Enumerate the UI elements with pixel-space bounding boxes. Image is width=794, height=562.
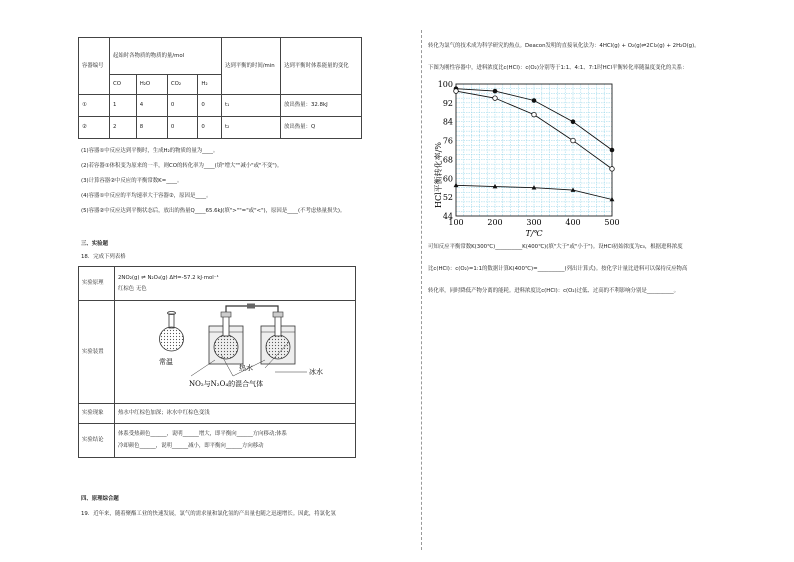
row-id: ②	[79, 117, 110, 139]
right-after-1: 可知反应平衡常数K(300℃)__________K(400℃)(填"大于"或"小于")。设HCl初始浓度为c₀，根据进料浓度	[428, 244, 683, 250]
right-after-3: 转化率，同时降低产物分离的能耗。进料浓度比c(HCl)：c(O₂)过低、过高的不利影响分别是__________。	[428, 288, 680, 294]
conclusion-cell	[115, 424, 356, 458]
y-tick-label: 68	[442, 155, 453, 165]
table-row	[79, 117, 362, 139]
table-row	[79, 95, 362, 117]
table-cell: t₂	[222, 117, 281, 139]
flask-room-temp	[160, 311, 184, 351]
y-tick-label: 92	[442, 98, 453, 108]
species-cell: H₂O	[136, 75, 167, 95]
species-cell: CO₂	[167, 75, 198, 95]
experiment-table	[78, 266, 356, 458]
right-line-1: 转化为氯气的技术成为科学研究的热点。Deacon发明的直接氧化法为：4HCl(g) + O₂(g)⇌2Cl₂(g) + 2H₂O(g)。	[428, 43, 700, 49]
section-title-principle: 四、原理综合题	[81, 496, 119, 502]
label-mixed-gas: NO₂与N₂O₄的混合气体	[189, 379, 264, 388]
data-point-open	[571, 138, 576, 143]
row-label: 实验原理	[79, 267, 115, 301]
y-tick-label: 52	[442, 193, 453, 203]
table-cell: 1	[110, 95, 137, 117]
reaction-table	[78, 37, 362, 139]
phenomenon-cell: 热水中红棕色加深；冰水中红棕色变浅	[115, 404, 356, 424]
right-line-2: 下图为刚性容器中，进料浓度比c(HCl)：c(O₂)分别等于1:1、4:1、7:1时HCl平衡转化率随温度变化的关系：	[428, 65, 688, 71]
table-cell: 0	[167, 95, 198, 117]
question-5: (5)容器②中反应达到平衡状态后，放出的热量Q____65.6kJ(填">""="或"<")，原因是____(不考虑热量损失)。	[81, 208, 346, 214]
y-tick-label: 76	[442, 136, 453, 146]
data-point-filled	[493, 89, 498, 94]
x-tick-label: 200	[487, 218, 503, 227]
data-point-triangle	[454, 183, 459, 187]
y-tick-label: 60	[442, 174, 453, 184]
right-after-2: 比c(HCl)：c(O₂)=1:1的数据计算K(400℃)=__________(列出计算式)。按化学计量比进料可以保持反应物高	[428, 266, 688, 272]
species-cell: H₂	[198, 75, 222, 95]
row-label: 实验现象	[79, 404, 115, 424]
x-tick-label: 300	[526, 218, 542, 227]
x-tick-label: 400	[565, 218, 581, 227]
table-cell: 8	[136, 117, 167, 139]
species-cell: CO	[110, 75, 137, 95]
table-cell: t₁	[222, 95, 281, 117]
x-axis-label: T/℃	[525, 229, 543, 238]
data-point-open	[610, 167, 615, 172]
x-tick-label: 500	[604, 218, 620, 227]
label-hot-water: 热水	[239, 363, 253, 372]
y-tick-label: 44	[442, 212, 453, 221]
table-cell: 2	[110, 117, 137, 139]
header-container: 容器编号	[79, 38, 110, 95]
header-energy: 达到平衡时体系能量的变化	[281, 38, 362, 95]
header-time: 达到平衡的时间/min	[222, 38, 281, 95]
conclusion-line-2: 冷却颜色______，说明______减小，即平衡向______方向移动	[118, 443, 264, 449]
data-point-filled	[532, 98, 537, 103]
table-cell: 4	[136, 95, 167, 117]
table-cell: 0	[167, 117, 198, 139]
table-cell: 放出热量：32.8kJ	[281, 95, 362, 117]
chart-ticks	[438, 80, 620, 227]
beaker-hot-water	[209, 312, 243, 364]
question-2: (2)若容器①体积变为原来的一半，则CO的转化率为____(填"增大""减小"或"不变")。	[81, 163, 283, 169]
apparatus-cell	[115, 301, 356, 404]
question-18: 18．完成下列表格	[81, 254, 126, 260]
question-19: 19．近年来，随着聚酯工业的快速发展，氯气的需求量和氯化氢的产出量也随之迅速增长。因此，将氯化氢	[81, 511, 336, 517]
label-room-temp: 常温	[159, 357, 173, 366]
question-3: (3)计算容器②中反应的平衡常数K=____。	[81, 178, 183, 184]
data-point-open	[454, 89, 459, 94]
chart-grid	[456, 84, 612, 216]
connecting-tube	[226, 303, 278, 312]
apparatus-diagram	[115, 302, 355, 403]
question-1: (1)容器①中反应达到平衡时，生成H₂的物质的量为____。	[81, 148, 219, 154]
table-cell: 0	[198, 117, 222, 139]
y-axis-label: HCl平衡转化率/%	[434, 142, 443, 208]
beaker-ice-water	[261, 312, 295, 364]
data-point-filled	[610, 148, 615, 153]
header-start: 起始时各物质的物质的量/mol	[110, 38, 222, 75]
row-label: 实验装置	[79, 301, 115, 404]
data-point-open	[532, 112, 537, 117]
data-point-filled	[571, 119, 576, 124]
principle-equation: 2NO₂(g) ⇌ N₂O₄(g) ΔH=-57.2 kJ·mol⁻¹	[118, 274, 219, 281]
x-tick-label: 100	[448, 218, 464, 227]
conclusion-line-1: 体系受热颜色______，说明______增大，即平衡向______方向移动;体系	[118, 431, 287, 437]
y-tick-label: 84	[442, 117, 453, 127]
label-ice-water: 冰水	[309, 367, 323, 376]
principle-cell	[115, 267, 356, 301]
row-id: ①	[79, 95, 110, 117]
table-cell: 放出热量：Q	[281, 117, 362, 139]
data-point-open	[493, 96, 498, 101]
section-title-experiment: 三、实验题	[81, 241, 108, 247]
y-tick-label: 100	[437, 80, 453, 89]
row-label: 实验结论	[79, 424, 115, 458]
question-4: (4)容器①中反应的平均速率大于容器②，原因是____。	[81, 193, 212, 199]
hcl-conversion-chart	[420, 75, 620, 240]
table-cell: 0	[198, 95, 222, 117]
principle-colors: 红棕色 无色	[118, 285, 147, 292]
